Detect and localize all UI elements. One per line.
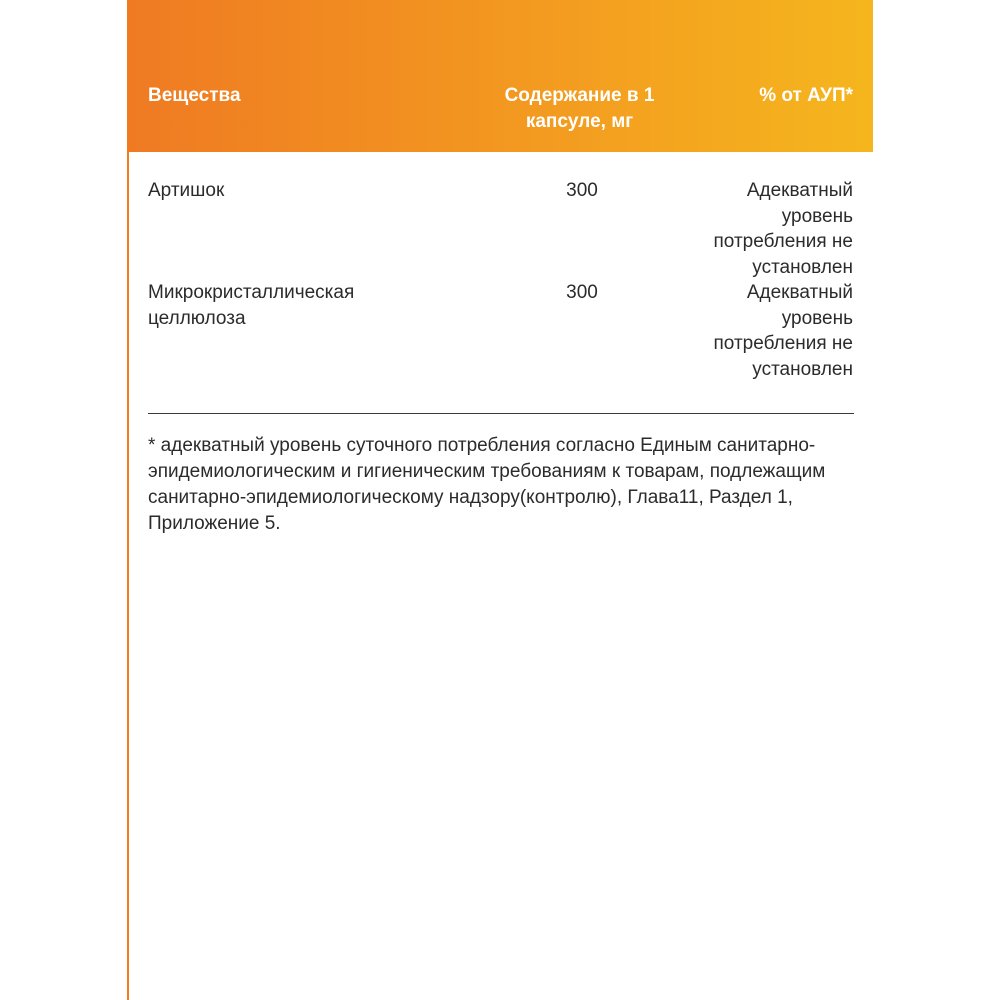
footnote: * адекватный уровень суточного потребления согласно Единым санитарно-эпидемиологическим и гигиеническим требованиям к товарам, подлежащим санитарно-эпидемиологическому надзору(контролю), Глава11, Раздел 1, Приложение 5. bbox=[148, 435, 826, 534]
table-header bbox=[127, 0, 873, 152]
row-substance: Артишок bbox=[148, 180, 225, 201]
table-body bbox=[127, 152, 873, 1000]
header-aup: % от АУП* bbox=[759, 85, 853, 106]
row-amount: 300 bbox=[566, 180, 598, 201]
row-aup: Адекватный уровень потребления не установлен bbox=[713, 282, 853, 380]
orange-frame bbox=[127, 0, 873, 1000]
row-amount: 300 bbox=[566, 282, 598, 303]
header-substance: Вещества bbox=[148, 85, 241, 106]
row-substance: Микрокристаллическая целлюлоза bbox=[148, 282, 355, 329]
row-aup: Адекватный уровень потребления не установлен bbox=[713, 180, 853, 278]
header-content: Содержание в 1 капсуле, мг bbox=[504, 85, 655, 132]
divider-line bbox=[148, 413, 854, 414]
